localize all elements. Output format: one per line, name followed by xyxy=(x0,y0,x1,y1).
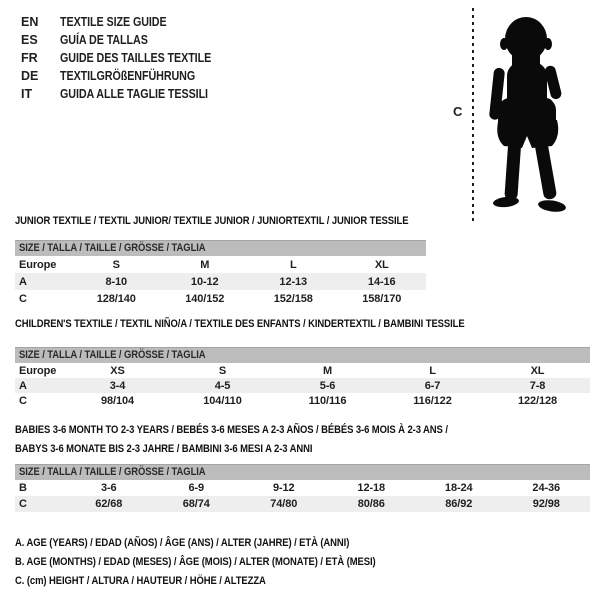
value-cell: 158/170 xyxy=(362,292,402,305)
value-cell: 14-16 xyxy=(367,275,396,288)
legend-line-height: C. (cm) HEIGHT / ALTURA / HAUTEUR / HÖHE / ALTEZZA xyxy=(15,575,266,587)
section-title-children xyxy=(15,318,538,337)
value-cell: 6-7 xyxy=(424,379,441,392)
row-label-cell: C xyxy=(19,394,27,407)
row-label-cell: A xyxy=(19,275,27,288)
baby-silhouette xyxy=(482,6,582,218)
value-cell: XS xyxy=(110,364,125,377)
table-row xyxy=(15,256,426,273)
language-code: ES xyxy=(21,33,38,47)
value-cell: L xyxy=(289,258,297,271)
value-cell: 62/68 xyxy=(95,498,123,510)
section-title-text: JUNIOR TEXTILE / TEXTIL JUNIOR/ TEXTILE JUNIOR / JUNIORTEXTIL / JUNIOR TESSILE xyxy=(15,215,409,227)
row-label-cell: Europe xyxy=(19,258,57,271)
height-marker-label: C xyxy=(453,104,463,119)
language-row xyxy=(21,31,236,49)
value-cell: 6-9 xyxy=(188,482,205,494)
value-cell: 9-12 xyxy=(272,482,295,494)
table-row xyxy=(15,363,590,378)
language-row xyxy=(21,13,236,31)
value-cell: 12-13 xyxy=(279,275,308,288)
language-title: GUÍA DE TALLAS xyxy=(60,33,148,47)
value-cell: 110/116 xyxy=(308,394,347,407)
language-title: TEXTILE SIZE GUIDE xyxy=(60,15,167,29)
size-header-bar xyxy=(15,464,590,480)
value-cell: 3-4 xyxy=(109,379,126,392)
value-cell: XL xyxy=(530,364,545,377)
table-row xyxy=(15,480,590,496)
value-cell: 74/80 xyxy=(270,498,298,510)
language-row xyxy=(21,49,236,67)
language-code: DE xyxy=(21,69,39,83)
language-title-block xyxy=(21,13,236,103)
value-cell: 152/158 xyxy=(273,292,313,305)
value-cell: 86/92 xyxy=(445,498,473,510)
size-header-bar xyxy=(15,347,590,363)
row-label-cell: C xyxy=(19,498,27,510)
value-cell: 24-36 xyxy=(532,482,561,494)
value-cell: 98/104 xyxy=(100,394,135,407)
section-title-junior xyxy=(15,215,473,234)
language-code: FR xyxy=(21,51,38,65)
value-cell: 3-6 xyxy=(100,482,117,494)
value-cell: 140/152 xyxy=(185,292,225,305)
table-row xyxy=(15,393,590,408)
table-row xyxy=(15,496,590,512)
section-title-text: BABYS 3-6 MONATE BIS 2-3 JAHRE / BAMBINI 3-6 MESI A 2-3 ANNI xyxy=(15,443,313,455)
legend-line-age-months: B. AGE (MONTHS) / EDAD (MESES) / ÂGE (MOIS) / ALTER (MONATE) / ETÀ (MESI) xyxy=(15,556,376,568)
language-title: TEXTILGRÖßENFÜHRUNG xyxy=(60,69,196,83)
size-table-junior xyxy=(15,240,426,307)
value-cell: XL xyxy=(374,258,389,271)
value-cell: 18-24 xyxy=(444,482,473,494)
size-header-bar xyxy=(15,240,426,256)
section-title-babies xyxy=(15,424,518,462)
value-cell: 7-8 xyxy=(529,379,546,392)
value-cell: M xyxy=(200,258,210,271)
value-cell: 128/140 xyxy=(96,292,136,305)
language-code: IT xyxy=(21,87,33,101)
value-cell: 92/98 xyxy=(532,498,560,510)
section-title-text: BABIES 3-6 MONTH TO 2-3 YEARS / BEBÉS 3-6 MESES A 2-3 AÑOS / BÉBÉS 3-6 MOIS À 2-3 ANS / xyxy=(15,424,448,436)
legend-line-age-years: A. AGE (YEARS) / EDAD (AÑOS) / ÂGE (ANS) / ALTER (JAHRE) / ETÀ (ANNI) xyxy=(15,537,350,549)
size-table-babies xyxy=(15,464,590,512)
table-row xyxy=(15,273,426,290)
value-cell: 122/128 xyxy=(517,394,558,407)
language-title: GUIDE DES TAILLES TEXTILE xyxy=(60,51,212,65)
value-cell: 8-10 xyxy=(105,275,128,288)
value-cell: 4-5 xyxy=(214,379,231,392)
height-measure-dashed-line xyxy=(472,8,474,222)
language-row xyxy=(21,67,236,85)
size-header-text: SIZE / TALLA / TAILLE / GRÖSSE / TAGLIA xyxy=(19,242,206,254)
value-cell: 68/74 xyxy=(182,498,210,510)
row-label-cell: A xyxy=(19,379,27,392)
row-label-cell: B xyxy=(19,482,27,494)
value-cell: S xyxy=(218,364,227,377)
value-cell: M xyxy=(322,364,333,377)
value-cell: 80/86 xyxy=(357,498,385,510)
value-cell: S xyxy=(112,258,120,271)
value-cell: 104/110 xyxy=(203,394,242,407)
section-title-text: CHILDREN'S TEXTILE / TEXTIL NIÑO/A / TEXTILE DES ENFANTS / KINDERTEXTIL / BAMBINI TESSILE xyxy=(15,318,465,330)
table-row xyxy=(15,290,426,307)
value-cell: 5-6 xyxy=(319,379,336,392)
row-label-cell: Europe xyxy=(19,364,57,377)
language-title: GUIDA ALLE TAGLIE TESSILI xyxy=(60,87,208,101)
row-label-cell: C xyxy=(19,292,27,305)
size-header-text: SIZE / TALLA / TAILLE / GRÖSSE / TAGLIA xyxy=(19,349,206,361)
language-row xyxy=(21,85,236,103)
table-row xyxy=(15,378,590,393)
size-table-children xyxy=(15,347,590,408)
value-cell: 116/122 xyxy=(413,394,452,407)
size-header-text: SIZE / TALLA / TAILLE / GRÖSSE / TAGLIA xyxy=(19,466,206,478)
measurement-legend xyxy=(15,536,434,593)
value-cell: 10-12 xyxy=(190,275,219,288)
value-cell: 12-18 xyxy=(357,482,386,494)
language-code: EN xyxy=(21,15,39,29)
value-cell: L xyxy=(429,364,436,377)
